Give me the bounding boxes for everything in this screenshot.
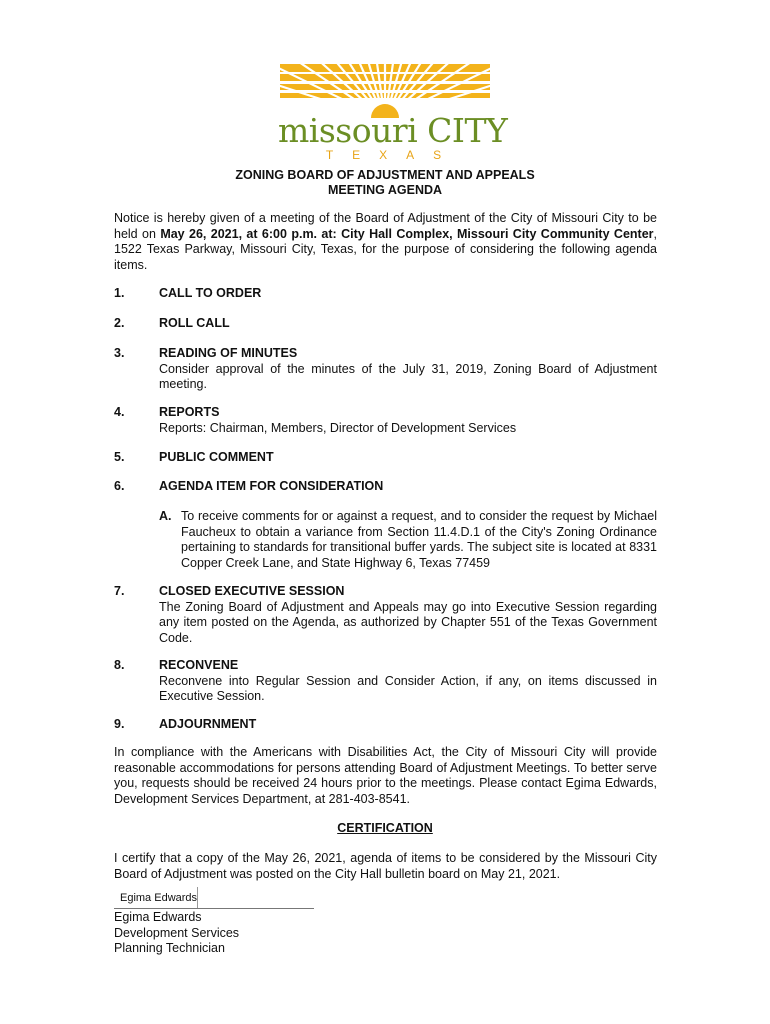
item-number: 9.	[114, 717, 125, 731]
missouri-city-logo	[278, 62, 508, 162]
meeting-date-location: May 26, 2021, at 6:00 p.m. at: City Hall Complex, Missouri City Community Center	[160, 226, 654, 241]
item-title: ADJOURNMENT	[159, 717, 257, 731]
certification-heading: CERTIFICATION	[337, 821, 433, 835]
item-title: RECONVENE	[159, 658, 239, 672]
item-number: 5.	[114, 450, 125, 464]
subitem-letter: A.	[159, 509, 172, 523]
signer-block	[114, 910, 239, 957]
item-number: 1.	[114, 286, 125, 300]
digital-signature-stamp	[197, 887, 319, 909]
item-title: AGENDA ITEM FOR CONSIDERATION	[159, 479, 384, 493]
agenda-item-3	[114, 346, 657, 393]
sunburst-icon	[278, 62, 492, 118]
item-description: Reports: Chairman, Members, Director of Development Services	[159, 420, 517, 435]
ada-notice: In compliance with the Americans with Disabilities Act, the City of Missouri City will provide reasonable accommodations for persons attending Board of Adjustment Meetings. To better serve you, requests should be received 24 hours prior to the meetings. Please contact Egima Edwards, Development Services Department, at 281-403-8541.	[114, 745, 657, 806]
signature-line	[114, 908, 314, 909]
page-title: ZONING BOARD OF ADJUSTMENT AND APPEALS	[235, 168, 535, 182]
item-number: 6.	[114, 479, 125, 493]
signer-name: Egima Edwards	[114, 910, 202, 924]
item-title: READING OF MINUTES	[159, 346, 298, 360]
agenda-item-2	[114, 316, 657, 332]
item-title: PUBLIC COMMENT	[159, 450, 274, 464]
item-title: CLOSED EXECUTIVE SESSION	[159, 584, 345, 598]
item-number: 2.	[114, 316, 125, 330]
item-title: ROLL CALL	[159, 316, 230, 330]
page-subtitle: MEETING AGENDA	[327, 183, 443, 197]
item-number: 8.	[114, 658, 125, 672]
item-title: REPORTS	[159, 405, 220, 419]
item-title: CALL TO ORDER	[159, 286, 262, 300]
logo-state-name: TEXAS	[325, 148, 461, 162]
agenda-item-6	[114, 479, 657, 495]
agenda-item-5	[114, 450, 657, 466]
signer-department: Development Services	[114, 925, 240, 940]
item-description: Consider approval of the minutes of the July 31, 2019, Zoning Board of Adjustment meeting.	[159, 361, 657, 391]
agenda-item-1	[114, 286, 657, 302]
subitem-text: To receive comments for or against a request, and to consider the request by Michael Faucheux to obtain a variance from Section 11.4.D.1 of the City's Zoning Ordinance pertaining to standards for transitional buffer yards. The subject site is located at 8331 Copper Creek Lane, and State Highway 6, Texas 77459	[181, 509, 657, 570]
agenda-subitem-a	[159, 509, 657, 571]
agenda-item-7	[114, 584, 657, 646]
agenda-item-8	[114, 658, 657, 705]
item-description: The Zoning Board of Adjustment and Appeals may go into Executive Session regarding any item posted on the Agenda, as authorized by Chapter 551 of the Texas Government Code.	[159, 599, 657, 645]
meeting-notice: Notice is hereby given of a meeting of the Board of Adjustment of the City of Missouri City to be held on May 26, 2021, at 6:00 p.m. at: City Hall Complex, Missouri City Community Center, 1522 Texas Parkway, Missouri City, Texas, for the purpose of considering the following agenda items.	[114, 211, 658, 272]
item-description: Reconvene into Regular Session and Consider Action, if any, on items discussed in Executive Session.	[159, 673, 657, 703]
agenda-item-9	[114, 717, 657, 733]
agenda-item-4	[114, 405, 657, 436]
signature: Egima Edwards	[120, 892, 198, 904]
logo-city-name: missouri CITY	[278, 111, 508, 150]
item-number: 3.	[114, 346, 125, 360]
item-number: 4.	[114, 405, 125, 419]
signer-title: Planning Technician	[114, 941, 225, 955]
item-number: 7.	[114, 584, 125, 598]
certification-text: I certify that a copy of the May 26, 2021, agenda of items to be considered by the Missouri City Board of Adjustment was posted on the City Hall bulletin board on May 21, 2021.	[114, 851, 657, 881]
